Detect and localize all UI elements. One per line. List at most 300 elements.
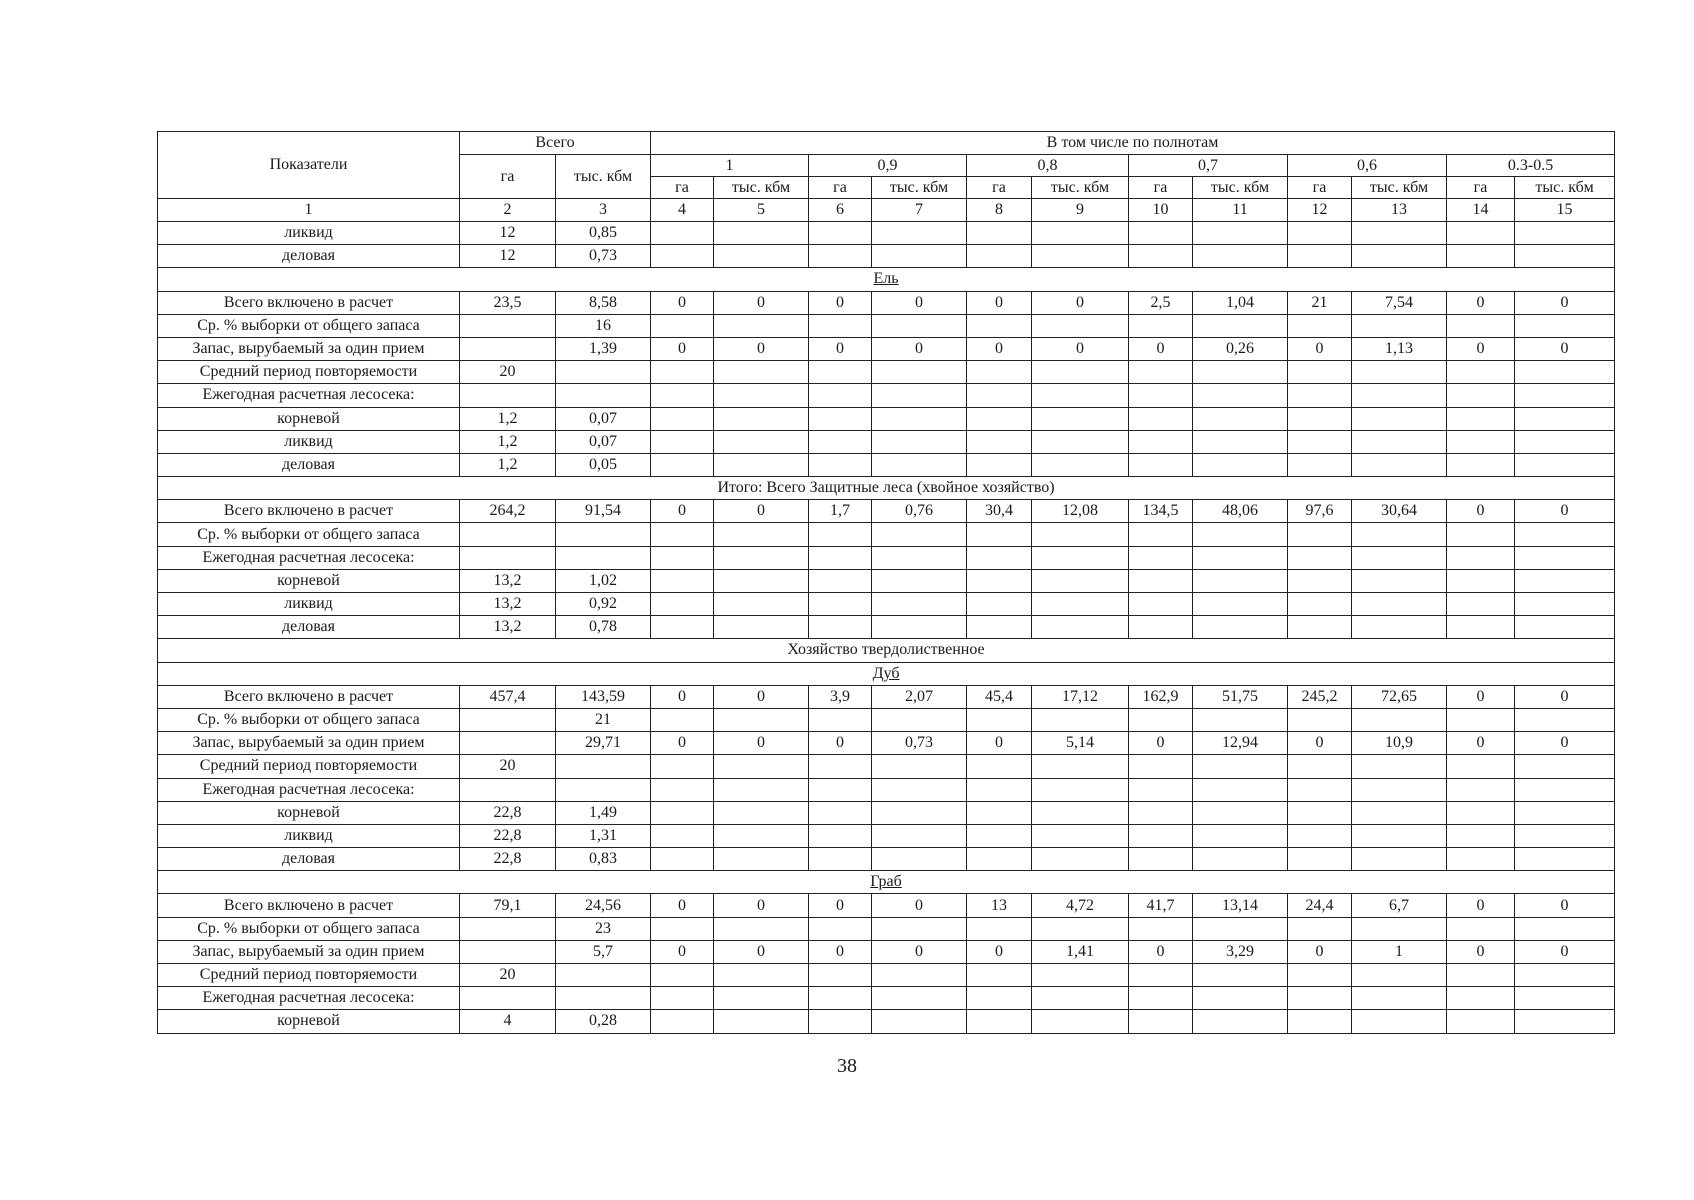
table-cell	[1129, 569, 1193, 592]
table-cell	[872, 430, 967, 453]
table-row	[158, 848, 1615, 871]
table-cell: 97,6	[1288, 500, 1352, 523]
table-cell	[1352, 430, 1447, 453]
table-cell	[651, 848, 714, 871]
table-cell	[1447, 616, 1515, 639]
table-cell	[556, 546, 651, 569]
table-cell: 12	[460, 245, 556, 268]
section-row	[158, 871, 1615, 894]
table-cell: 0	[651, 940, 714, 963]
column-number: 3	[556, 199, 651, 222]
table-cell	[967, 407, 1032, 430]
section-row	[158, 662, 1615, 685]
table-cell: 22,8	[460, 848, 556, 871]
table-cell	[1288, 848, 1352, 871]
table-cell	[1193, 708, 1288, 731]
table-cell	[967, 361, 1032, 384]
table-cell	[1288, 801, 1352, 824]
table-cell	[1288, 314, 1352, 337]
table-cell: 21	[556, 708, 651, 731]
table-cell	[809, 361, 872, 384]
table-cell: 0	[1447, 500, 1515, 523]
table-cell: 22,8	[460, 801, 556, 824]
table-cell	[1447, 848, 1515, 871]
table-cell: 16	[556, 314, 651, 337]
table-cell: 45,4	[967, 685, 1032, 708]
table-cell	[1352, 755, 1447, 778]
table-cell	[1193, 1010, 1288, 1033]
table-cell	[1032, 987, 1129, 1010]
table-cell	[809, 987, 872, 1010]
header-density-06: 0,6	[1288, 155, 1447, 177]
row-label: Ежегодная расчетная лесосека:	[158, 778, 460, 801]
table-cell	[967, 523, 1032, 546]
subheader-ths: тыс. кбм	[872, 177, 967, 199]
table-cell	[1032, 917, 1129, 940]
table-cell: 20	[460, 964, 556, 987]
table-cell	[967, 964, 1032, 987]
row-label: Запас, вырубаемый за один прием	[158, 940, 460, 963]
table-cell: 0	[967, 291, 1032, 314]
table-cell: 0,85	[556, 222, 651, 245]
table-cell	[651, 430, 714, 453]
table-cell	[714, 616, 809, 639]
header-density-07: 0,7	[1129, 155, 1288, 177]
table-cell	[1129, 546, 1193, 569]
table-cell: 79,1	[460, 894, 556, 917]
table-cell	[1447, 708, 1515, 731]
table-cell	[1515, 523, 1615, 546]
table-cell: 0	[1032, 337, 1129, 360]
table-cell	[872, 314, 967, 337]
table-cell	[809, 964, 872, 987]
table-cell	[809, 593, 872, 616]
table-cell: 0	[651, 732, 714, 755]
table-cell: 8,58	[556, 291, 651, 314]
column-number: 7	[872, 199, 967, 222]
table-cell	[872, 569, 967, 592]
table-cell	[872, 917, 967, 940]
table-row	[158, 337, 1615, 360]
row-label: Ср. % выборки от общего запаса	[158, 523, 460, 546]
table-cell: 30,64	[1352, 500, 1447, 523]
table-cell	[1515, 848, 1615, 871]
table-cell	[872, 245, 967, 268]
table-cell	[809, 407, 872, 430]
table-cell	[1193, 987, 1288, 1010]
subheader-ha: га	[1447, 177, 1515, 199]
table-cell	[1129, 964, 1193, 987]
subheader-ha: га	[651, 177, 714, 199]
header-density-09: 0,9	[809, 155, 967, 177]
table-cell	[1352, 546, 1447, 569]
table-cell	[1447, 384, 1515, 407]
table-cell	[651, 523, 714, 546]
table-cell	[809, 755, 872, 778]
table-cell	[651, 964, 714, 987]
table-cell	[872, 708, 967, 731]
table-cell	[967, 245, 1032, 268]
table-cell	[651, 778, 714, 801]
table-cell	[1352, 453, 1447, 476]
header-by-density: В том числе по полнотам	[651, 132, 1615, 155]
table-cell	[651, 384, 714, 407]
table-cell	[651, 1010, 714, 1033]
table-cell	[1447, 964, 1515, 987]
table-row	[158, 1010, 1615, 1033]
table-cell: 0	[651, 337, 714, 360]
table-cell	[1129, 314, 1193, 337]
table-cell	[1129, 987, 1193, 1010]
table-cell: 48,06	[1193, 500, 1288, 523]
table-cell	[1032, 593, 1129, 616]
table-row	[158, 593, 1615, 616]
table-cell	[1352, 987, 1447, 1010]
table-cell	[809, 569, 872, 592]
table-cell	[714, 546, 809, 569]
section-title-text: Хозяйство твердолиственное	[787, 641, 985, 659]
table-cell	[1352, 801, 1447, 824]
table-cell	[651, 569, 714, 592]
table-cell	[1129, 824, 1193, 847]
row-label: Ср. % выборки от общего запаса	[158, 314, 460, 337]
table-cell	[1129, 384, 1193, 407]
row-label: деловая	[158, 616, 460, 639]
table-cell: 0	[651, 500, 714, 523]
table-cell: 0	[1515, 500, 1615, 523]
table-cell	[556, 987, 651, 1010]
table-row	[158, 964, 1615, 987]
table-cell	[809, 384, 872, 407]
table-cell	[556, 964, 651, 987]
column-number: 2	[460, 199, 556, 222]
table-cell: 0	[1515, 940, 1615, 963]
table-cell	[714, 222, 809, 245]
table-cell	[1032, 848, 1129, 871]
table-cell: 0	[714, 940, 809, 963]
table-cell	[872, 1010, 967, 1033]
table-cell	[1352, 1010, 1447, 1033]
table-cell: 13,2	[460, 593, 556, 616]
table-cell	[1129, 361, 1193, 384]
row-label: деловая	[158, 453, 460, 476]
table-cell	[967, 546, 1032, 569]
table-cell	[1447, 824, 1515, 847]
table-cell	[1129, 453, 1193, 476]
column-number: 12	[1288, 199, 1352, 222]
table-cell	[1193, 453, 1288, 476]
table-cell	[809, 523, 872, 546]
table-cell	[1193, 593, 1288, 616]
table-cell	[556, 755, 651, 778]
table-cell	[1288, 407, 1352, 430]
table-cell	[967, 384, 1032, 407]
table-cell: 0,07	[556, 407, 651, 430]
table-cell	[1515, 546, 1615, 569]
table-cell	[714, 361, 809, 384]
table-row	[158, 314, 1615, 337]
table-cell	[1288, 755, 1352, 778]
table-cell: 0	[967, 337, 1032, 360]
table-cell	[1193, 407, 1288, 430]
table-cell: 0	[1515, 732, 1615, 755]
table-cell	[1129, 523, 1193, 546]
table-cell	[809, 708, 872, 731]
table-cell	[872, 523, 967, 546]
table-cell: 17,12	[1032, 685, 1129, 708]
table-cell: 0	[1288, 940, 1352, 963]
table-cell	[651, 546, 714, 569]
table-cell	[967, 848, 1032, 871]
table-cell	[1288, 384, 1352, 407]
table-cell	[651, 453, 714, 476]
column-number: 13	[1352, 199, 1447, 222]
section-title	[158, 639, 1615, 662]
table-row	[158, 523, 1615, 546]
table-cell	[1032, 384, 1129, 407]
table-cell	[1352, 708, 1447, 731]
table-cell: 0	[872, 291, 967, 314]
row-label: Запас, вырубаемый за один прием	[158, 732, 460, 755]
section-title-text: Дуб	[872, 664, 900, 682]
table-cell: 0	[1515, 894, 1615, 917]
table-cell	[1447, 453, 1515, 476]
table-cell	[1352, 616, 1447, 639]
table-cell	[1032, 361, 1129, 384]
table-cell: 10,9	[1352, 732, 1447, 755]
table-cell	[651, 755, 714, 778]
column-number: 11	[1193, 199, 1288, 222]
table-cell: 0	[1129, 337, 1193, 360]
table-cell	[1032, 430, 1129, 453]
table-cell	[1193, 917, 1288, 940]
table-cell: 3,9	[809, 685, 872, 708]
table-cell	[872, 546, 967, 569]
table-row	[158, 917, 1615, 940]
table-cell	[967, 708, 1032, 731]
table-cell: 0	[1447, 894, 1515, 917]
table-cell	[967, 616, 1032, 639]
row-label: Ежегодная расчетная лесосека:	[158, 384, 460, 407]
table-row	[158, 778, 1615, 801]
table-cell: 0	[714, 732, 809, 755]
section-title	[158, 268, 1615, 291]
table-cell	[967, 453, 1032, 476]
table-cell	[1032, 616, 1129, 639]
table-cell	[714, 314, 809, 337]
table-cell	[872, 848, 967, 871]
table-cell: 0,73	[556, 245, 651, 268]
row-label: корневой	[158, 801, 460, 824]
subheader-ths: тыс. кбм	[1193, 177, 1288, 199]
table-cell: 0	[714, 894, 809, 917]
table-cell: 0	[967, 732, 1032, 755]
table-cell	[556, 361, 651, 384]
table-cell: 12	[460, 222, 556, 245]
table-cell: 0,28	[556, 1010, 651, 1033]
table-cell	[1032, 523, 1129, 546]
table-cell	[1515, 430, 1615, 453]
column-number: 6	[809, 199, 872, 222]
subheader-ha: га	[967, 177, 1032, 199]
table-cell	[809, 824, 872, 847]
table-cell	[1515, 569, 1615, 592]
table-cell	[809, 917, 872, 940]
table-cell	[809, 314, 872, 337]
row-label: Ежегодная расчетная лесосека:	[158, 546, 460, 569]
table-cell	[872, 407, 967, 430]
table-cell: 4,72	[1032, 894, 1129, 917]
table-cell	[1447, 314, 1515, 337]
table-cell	[1193, 523, 1288, 546]
table-cell	[714, 917, 809, 940]
table-cell	[1447, 593, 1515, 616]
table-cell: 24,56	[556, 894, 651, 917]
table-cell: 72,65	[1352, 685, 1447, 708]
table-cell: 0	[1032, 291, 1129, 314]
table-cell: 7,54	[1352, 291, 1447, 314]
table-cell	[714, 593, 809, 616]
table-cell: 0	[714, 500, 809, 523]
table-cell	[556, 778, 651, 801]
table-cell: 91,54	[556, 500, 651, 523]
table-cell	[460, 940, 556, 963]
table-cell	[460, 732, 556, 755]
table-cell: 143,59	[556, 685, 651, 708]
table-cell	[1193, 430, 1288, 453]
table-cell	[1352, 407, 1447, 430]
table-cell: 12,94	[1193, 732, 1288, 755]
table-cell	[651, 987, 714, 1010]
table-cell	[967, 593, 1032, 616]
table-row	[158, 824, 1615, 847]
table-cell: 41,7	[1129, 894, 1193, 917]
table-cell	[1352, 222, 1447, 245]
table-cell	[1032, 1010, 1129, 1033]
table-cell	[651, 824, 714, 847]
table-cell	[1352, 523, 1447, 546]
subheader-ths: тыс. кбм	[1032, 177, 1129, 199]
table-cell	[1193, 361, 1288, 384]
table-cell	[460, 917, 556, 940]
table-cell: 0	[1288, 732, 1352, 755]
table-cell	[872, 755, 967, 778]
table-cell	[1447, 569, 1515, 592]
table-cell	[460, 314, 556, 337]
table-cell	[714, 384, 809, 407]
table-cell	[872, 593, 967, 616]
table-cell	[714, 755, 809, 778]
table-cell	[556, 384, 651, 407]
table-cell	[1032, 546, 1129, 569]
table-cell: 30,4	[967, 500, 1032, 523]
table-cell: 1,13	[1352, 337, 1447, 360]
table-cell	[1447, 407, 1515, 430]
table-cell	[967, 824, 1032, 847]
table-cell: 0	[651, 685, 714, 708]
table-cell: 1,49	[556, 801, 651, 824]
table-row	[158, 291, 1615, 314]
table-cell: 29,71	[556, 732, 651, 755]
table-cell: 0	[1447, 291, 1515, 314]
table-cell	[1193, 384, 1288, 407]
table-cell	[1447, 778, 1515, 801]
table-cell: 0	[1447, 337, 1515, 360]
table-cell: 0	[1515, 685, 1615, 708]
table-cell	[1129, 917, 1193, 940]
table-cell	[714, 987, 809, 1010]
table-cell	[651, 593, 714, 616]
column-number: 9	[1032, 199, 1129, 222]
table-cell	[1193, 569, 1288, 592]
table-cell	[872, 824, 967, 847]
table-cell	[809, 222, 872, 245]
table-cell: 5,7	[556, 940, 651, 963]
table-cell: 0	[1515, 291, 1615, 314]
table-cell	[1032, 407, 1129, 430]
table-cell	[1447, 917, 1515, 940]
table-cell: 13,2	[460, 616, 556, 639]
table-cell: 51,75	[1193, 685, 1288, 708]
table-cell: 1,04	[1193, 291, 1288, 314]
table-cell: 0	[809, 940, 872, 963]
table-cell	[1515, 593, 1615, 616]
table-cell: 13,14	[1193, 894, 1288, 917]
table-cell: 0	[1129, 940, 1193, 963]
table-cell	[1515, 453, 1615, 476]
row-label: Ср. % выборки от общего запаса	[158, 917, 460, 940]
table-cell: 0	[714, 685, 809, 708]
table-cell	[967, 222, 1032, 245]
table-cell	[1193, 222, 1288, 245]
table-cell	[651, 314, 714, 337]
table-cell	[1129, 778, 1193, 801]
table-cell	[460, 337, 556, 360]
table-cell	[1447, 755, 1515, 778]
table-cell: 23	[556, 917, 651, 940]
row-label: Всего включено в расчет	[158, 894, 460, 917]
table-cell	[967, 801, 1032, 824]
row-label: корневой	[158, 407, 460, 430]
row-label: корневой	[158, 1010, 460, 1033]
table-cell: 2,07	[872, 685, 967, 708]
table-cell	[872, 778, 967, 801]
table-cell	[1288, 523, 1352, 546]
table-cell	[1447, 546, 1515, 569]
table-cell: 0	[1447, 940, 1515, 963]
table-cell	[460, 778, 556, 801]
table-cell	[872, 453, 967, 476]
table-cell: 0	[1447, 685, 1515, 708]
table-cell	[460, 708, 556, 731]
table-cell: 0,78	[556, 616, 651, 639]
table-cell	[1032, 245, 1129, 268]
table-cell	[714, 453, 809, 476]
row-label: Средний период повторяемости	[158, 361, 460, 384]
subheader-ha: га	[809, 177, 872, 199]
table-cell	[1288, 917, 1352, 940]
table-cell	[1032, 824, 1129, 847]
table-cell	[1352, 824, 1447, 847]
table-cell	[809, 848, 872, 871]
row-label: ликвид	[158, 824, 460, 847]
table-cell	[872, 222, 967, 245]
row-label: Всего включено в расчет	[158, 685, 460, 708]
table-row	[158, 569, 1615, 592]
table-cell: 0	[1515, 337, 1615, 360]
section-row	[158, 268, 1615, 291]
table-cell	[872, 964, 967, 987]
